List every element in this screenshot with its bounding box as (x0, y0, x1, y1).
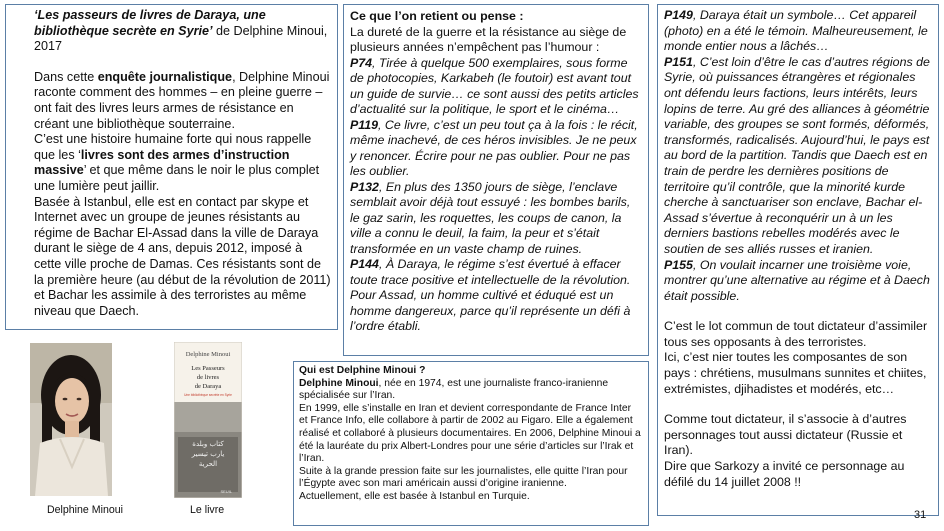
bio-name: Delphine Minoui (299, 377, 379, 389)
takeaways-intro: La dureté de la guerre et la résistance au siège de plusieurs années n’empêchent pas l’humour : (350, 24, 627, 54)
takeaways-box (343, 4, 649, 356)
quote-p144 (350, 257, 642, 335)
quote-page: P151 (664, 54, 693, 69)
quote-text: , Daraya était un symbole… Cet appareil (photo) en a été le témoin. Malheureusement, le monde entier nous a lâchés… (664, 8, 928, 54)
quote-page: P132 (350, 179, 379, 194)
quote-text: , On voulait incarner une troisième voie, montrer qu’une alternative au régime et à Daech était possible. (664, 257, 930, 303)
quote-text: , À Daraya, le régime s’est évertué à effacer toute trace positive et intellectuelle de la révolution. Pour Assad, un homme cultivé et éduqué est un homme dangereux, parce qu’il représente un défi à l’ordre établi. (350, 257, 631, 333)
book-cover-arabic-2: يارب تيسير (191, 450, 225, 458)
takeaways-heading: Ce que l’on retient ou pense : (350, 9, 524, 23)
quote-text: , Tirée à quelque 500 exemplaires, sous forme de photocopies, Karkabeh (le foutoir) est avant tout un guide de survie… ce sont aussi des petits articles d’actualité sur la politique, le sport et le cinéma… (350, 55, 639, 116)
summary-paragraph-3: Basée à Istanbul, elle est en contact par skype et Internet avec un groupe de jeunes résistants au régime de Bachar El-Assad dans la ville de Daraya durant le siège de 4 ans, depuis 2012, imposé à cette ville proche de Damas. Ces résistants sont de la première heure (au début de la révolution de 2011) et Bachar les assimile à des terroristes au même niveau que Daech. (34, 194, 331, 318)
book-cover-author: Delphine Minoui (185, 351, 231, 358)
summary-emphasis: livres sont des armes d’instruction massive (34, 147, 290, 178)
quote-page: P119 (350, 117, 379, 132)
summary-text: C’est une histoire humaine forte qui nous rappelle que les ‘ (34, 132, 312, 162)
summary-emphasis: enquête journalistique (97, 69, 233, 84)
quote-page: P149 (664, 8, 693, 22)
quote-p74 (350, 56, 642, 118)
book-cover (174, 342, 242, 498)
book-author-year: de Delphine Minoui, 2017 (34, 23, 328, 54)
book-title-line (34, 8, 331, 55)
quote-p149 (664, 8, 932, 55)
summary-text: ’ et que même dans le noir le plus complet une lumière peut jaillir. (34, 163, 320, 193)
bio-paragraph-2: En 1999, elle s’installe en Iran et devient correspondante de France Inter et France Info, elle collabore à partir de 2002 au Figaro. Elle a également réalisé et collaboré à plusieurs documentaires. En 2006, Delphine Minoui a été la lauréate du prix Albert-Londres pour une série d’articles sur l’Irak et l’Iran. (299, 402, 641, 465)
quote-text: , Ce livre, c’est un peu tout ça à la fois : le récit, même inachevé, de ces héros invisibles. Je ne peux y renoncer. Écrire pour ne pas oublier. Pour ne pas les oublier. (350, 117, 638, 178)
quote-page: P155 (664, 257, 693, 272)
photo-caption: Delphine Minoui (47, 504, 123, 516)
bio-text: , née en 1974, est une journaliste franco-iranienne spécialisée sur l’Iran. (299, 377, 609, 402)
bio-paragraph-4: Actuellement, elle est basée à Istanbul en Turquie. (299, 490, 530, 502)
quote-text: , C’est loin d’être le cas d’autres régions de Syrie, où puissances étrangères et régionales ont défendu leurs factions, leurs intérêts, leurs lopins de terre. Au gré des alliances à géométrie variable, des groupes se sont formés, déformés, transformés, radicalisés. Aujourd’hui, le pays est au bord de la partition. Tandis que Daech est en train de perdre les dernières positions de territoire qu’il contrôle, que la minorité kurde cherche à sanctuariser son enclave, Bachar el-Assad s’évertue à reconquérir un à un les derniers bastions rebelles modérés avec le soutien de ses alliés russes et iranien. (664, 54, 930, 256)
opinion-denial: Ici, c’est nier toutes les composantes de son pays : chrétiens, musulmans sunnites et chiites, extrémistes, djihadistes et modérés, etc… (664, 350, 927, 396)
quote-p151 (664, 55, 932, 258)
book-caption: Le livre (190, 504, 225, 516)
quote-text: , En plus des 1350 jours de siège, l’enclave semblait avoir déjà tout essuyé : les bombes barils, le gaz sarin, les roquettes, les coups de canon, la ville a connu le deuil, la faim, la peur et s’était transformée en un vaste champ de ruines. (350, 179, 631, 256)
bio-paragraph-1 (299, 378, 642, 403)
book-summary-box (5, 4, 338, 330)
opinion-sarkozy: Dire que Sarkozy a invité ce personnage au défilé du 14 juillet 2008 !! (664, 459, 905, 489)
page-number: 31 (914, 509, 927, 521)
bio-heading: Qui est Delphine Minoui ? (299, 365, 426, 376)
book-cover-publisher: SEUIL (220, 489, 232, 494)
svg-text:de Daraya: de Daraya (194, 383, 222, 390)
summary-paragraph-1 (34, 70, 331, 132)
summary-text: Dans cette (34, 69, 98, 84)
bio-paragraph-3: Suite à la grande pression faite sur les journalistes, elle quitte l’Iran pour l’Égypte avec son mari américain aussi d’origine iranienne. (299, 465, 628, 490)
author-photo (30, 343, 112, 496)
summary-paragraph-2 (34, 132, 331, 194)
book-cover-subtitle: Une bibliothèque secrète en Syrie (184, 393, 232, 397)
svg-text:Les Passeurs: Les Passeurs (191, 365, 225, 372)
summary-text: , Delphine Minoui raconte comment des hommes – en pleine guerre – ont fait des livres leurs armes de résistance en créant une bibliothèque souterraine. (34, 69, 330, 131)
quote-p132 (350, 180, 642, 258)
quote-p155 (664, 258, 932, 305)
quote-p119 (350, 118, 642, 180)
author-bio-box (293, 361, 649, 526)
quotes-opinion-box (657, 4, 939, 516)
opinion-allies: Comme tout dictateur, il s’associe à d’autres personnages tout aussi dictateur (Russie et Iran). (664, 412, 907, 458)
book-cover-arabic-1: كتاب وبلدة (192, 440, 224, 448)
svg-text:de livres: de livres (196, 374, 220, 381)
quote-page: P144 (350, 257, 379, 271)
quote-page: P74 (350, 55, 373, 70)
opinion-dictator: C’est le lot commun de tout dictateur d’assimiler tous ses opposants à des terroristes. (664, 319, 928, 349)
book-cover-arabic-3: الحرية (198, 460, 218, 468)
book-title: ‘Les passeurs de livres de Daraya, une bibliothèque secrète en Syrie’ (34, 8, 266, 38)
